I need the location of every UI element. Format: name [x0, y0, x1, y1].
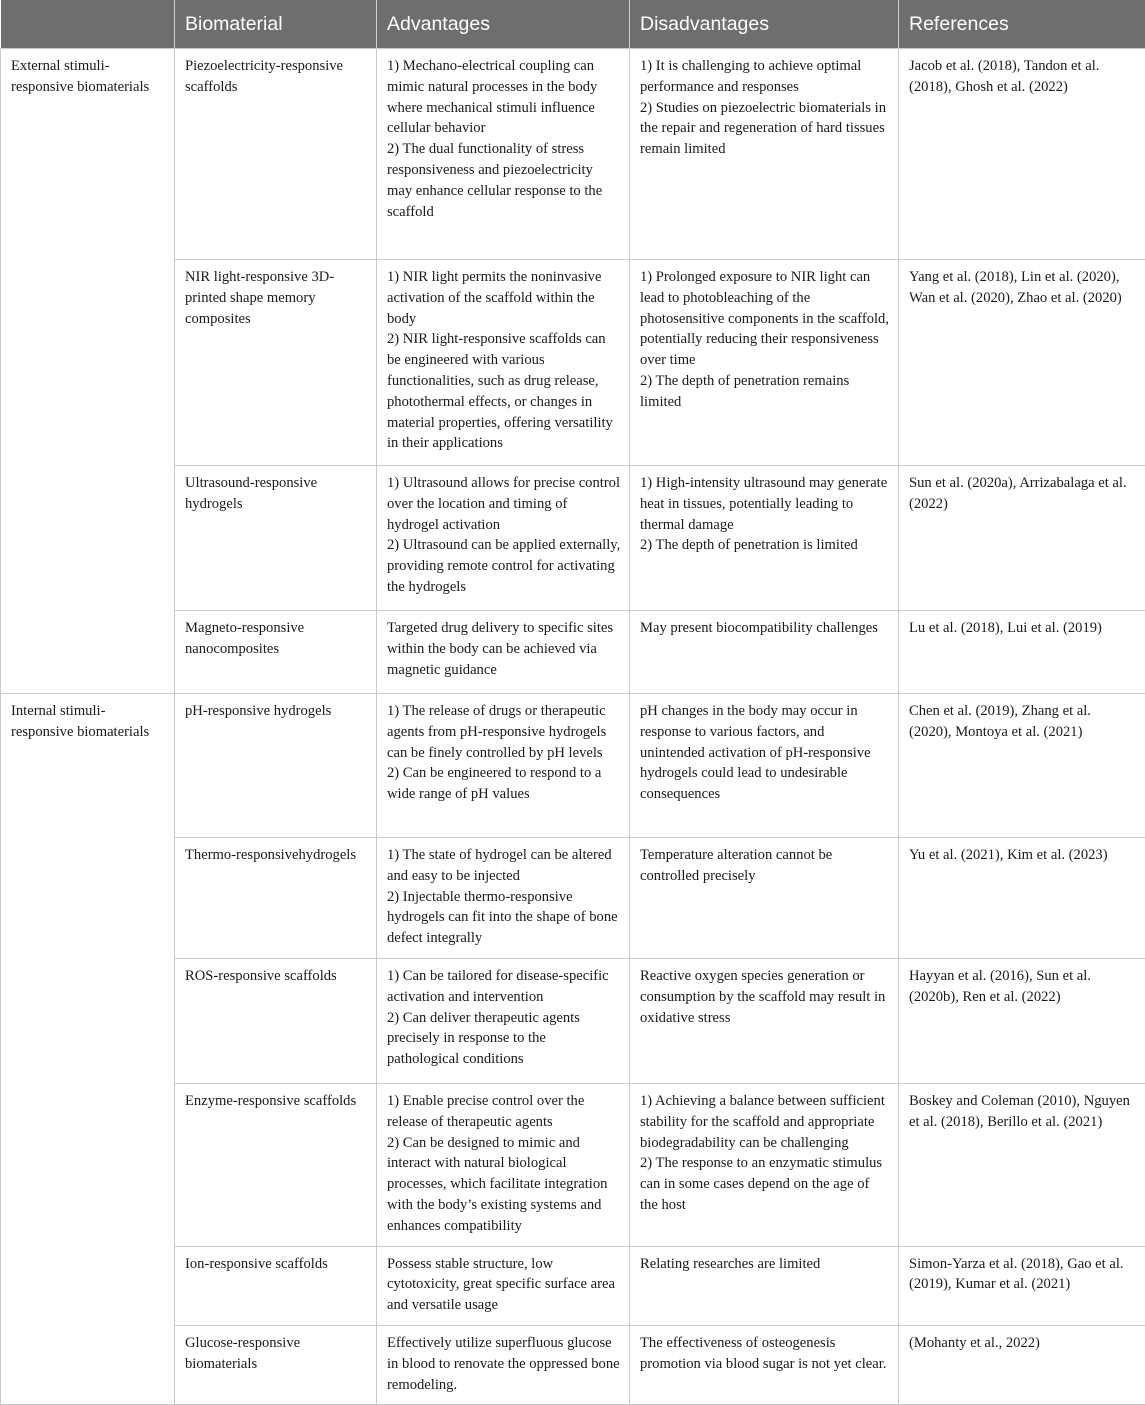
header-biomaterial: Biomaterial: [175, 0, 377, 49]
advantages-cell: Targeted drug delivery to specific sites within the body can be achieved via magnetic guidance: [377, 611, 630, 694]
references-cell: Yang et al. (2018), Lin et al. (2020), Wan et al. (2020), Zhao et al. (2020): [899, 260, 1145, 466]
disadvantages-cell: pH changes in the body may occur in response to various factors, and unintended activation of pH-responsive hydrogels could lead to undesirable consequences: [630, 694, 899, 838]
biomaterial-cell: Ion-responsive scaffolds: [175, 1246, 377, 1325]
disadvantages-cell: 1) High-intensity ultrasound may generate heat in tissues, potentially leading to thermal damage 2) The depth of penetration is limited: [630, 466, 899, 611]
disadvantages-cell: Reactive oxygen species generation or consumption by the scaffold may result in oxidative stress: [630, 958, 899, 1083]
header-advantages: Advantages: [377, 0, 630, 49]
advantages-cell: 1) Ultrasound allows for precise control over the location and timing of hydrogel activation 2) Ultrasound can be applied externally, providing remote control for activating the hydrogels: [377, 466, 630, 611]
table-body: [1, 49, 1145, 1405]
references-cell: Simon-Yarza et al. (2018), Gao et al. (2019), Kumar et al. (2021): [899, 1246, 1145, 1325]
advantages-cell: 1) The release of drugs or therapeutic agents from pH-responsive hydrogels can be finely controlled by pH levels 2) Can be engineered to respond to a wide range of pH values: [377, 694, 630, 838]
references-cell: (Mohanty et al., 2022): [899, 1325, 1145, 1404]
biomaterial-cell: Magneto-responsive nanocomposites: [175, 611, 377, 694]
group-label: External stimuli-responsive biomaterials: [1, 49, 175, 694]
biomaterial-cell: Enzyme-responsive scaffolds: [175, 1083, 377, 1246]
references-cell: Yu et al. (2021), Kim et al. (2023): [899, 838, 1145, 959]
table-row: [1, 49, 1145, 260]
disadvantages-cell: May present biocompatibility challenges: [630, 611, 899, 694]
references-cell: Jacob et al. (2018), Tandon et al. (2018), Ghosh et al. (2022): [899, 49, 1145, 260]
disadvantages-cell: 1) Achieving a balance between sufficient stability for the scaffold and appropriate biodegradability can be challenging 2) The response to an enzymatic stimulus can in some cases depend on the age of the host: [630, 1083, 899, 1246]
advantages-cell: 1) The state of hydrogel can be altered and easy to be injected 2) Injectable thermo-responsive hydrogels can fit into the shape of bone defect integrally: [377, 838, 630, 959]
disadvantages-cell: Temperature alteration cannot be controlled precisely: [630, 838, 899, 959]
biomaterial-cell: Glucose-responsive biomaterials: [175, 1325, 377, 1404]
advantages-cell: Possess stable structure, low cytotoxicity, great specific surface area and versatile usage: [377, 1246, 630, 1325]
header-category: [1, 0, 175, 49]
references-cell: Lu et al. (2018), Lui et al. (2019): [899, 611, 1145, 694]
biomaterial-cell: Ultrasound-responsive hydrogels: [175, 466, 377, 611]
references-cell: Boskey and Coleman (2010), Nguyen et al. (2018), Berillo et al. (2021): [899, 1083, 1145, 1246]
advantages-cell: 1) NIR light permits the noninvasive activation of the scaffold within the body 2) NIR light-responsive scaffolds can be engineered with various functionalities, such as drug release, photothermal effects, or changes in material properties, offering versatility in their applications: [377, 260, 630, 466]
advantages-cell: Effectively utilize superfluous glucose in blood to renovate the oppressed bone remodeling.: [377, 1325, 630, 1404]
biomaterial-cell: Thermo-responsivehydrogels: [175, 838, 377, 959]
advantages-cell: 1) Can be tailored for disease-specific activation and intervention 2) Can deliver therapeutic agents precisely in response to the pathological conditions: [377, 958, 630, 1083]
header-disadvantages: Disadvantages: [630, 0, 899, 49]
biomaterial-cell: Piezoelectricity-responsive scaffolds: [175, 49, 377, 260]
references-cell: Chen et al. (2019), Zhang et al. (2020), Montoya et al. (2021): [899, 694, 1145, 838]
disadvantages-cell: 1) It is challenging to achieve optimal performance and responses 2) Studies on piezoelectric biomaterials in the repair and regeneration of hard tissues remain limited: [630, 49, 899, 260]
group-label: Internal stimuli-responsive biomaterials: [1, 694, 175, 1405]
biomaterial-cell: ROS-responsive scaffolds: [175, 958, 377, 1083]
advantages-cell: 1) Enable precise control over the release of therapeutic agents 2) Can be designed to mimic and interact with natural biological processes, which facilitate integration with the body’s existing systems and enhances compatibility: [377, 1083, 630, 1246]
disadvantages-cell: 1) Prolonged exposure to NIR light can lead to photobleaching of the photosensitive components in the scaffold, potentially reducing their responsiveness over time 2) The depth of penetration remains limited: [630, 260, 899, 466]
biomaterial-cell: NIR light-responsive 3D-printed shape memory composites: [175, 260, 377, 466]
references-cell: Sun et al. (2020a), Arrizabalaga et al. (2022): [899, 466, 1145, 611]
table-header: [1, 0, 1145, 49]
disadvantages-cell: Relating researches are limited: [630, 1246, 899, 1325]
header-references: References: [899, 0, 1145, 49]
disadvantages-cell: The effectiveness of osteogenesis promotion via blood sugar is not yet clear.: [630, 1325, 899, 1404]
header-row: [1, 0, 1145, 49]
references-cell: Hayyan et al. (2016), Sun et al. (2020b), Ren et al. (2022): [899, 958, 1145, 1083]
table-row: [1, 694, 1145, 838]
advantages-cell: 1) Mechano-electrical coupling can mimic natural processes in the body where mechanical stimuli influence cellular behavior 2) The dual functionality of stress responsiveness and piezoelectricity may enhance cellular response to the scaffold: [377, 49, 630, 260]
biomaterial-cell: pH-responsive hydrogels: [175, 694, 377, 838]
